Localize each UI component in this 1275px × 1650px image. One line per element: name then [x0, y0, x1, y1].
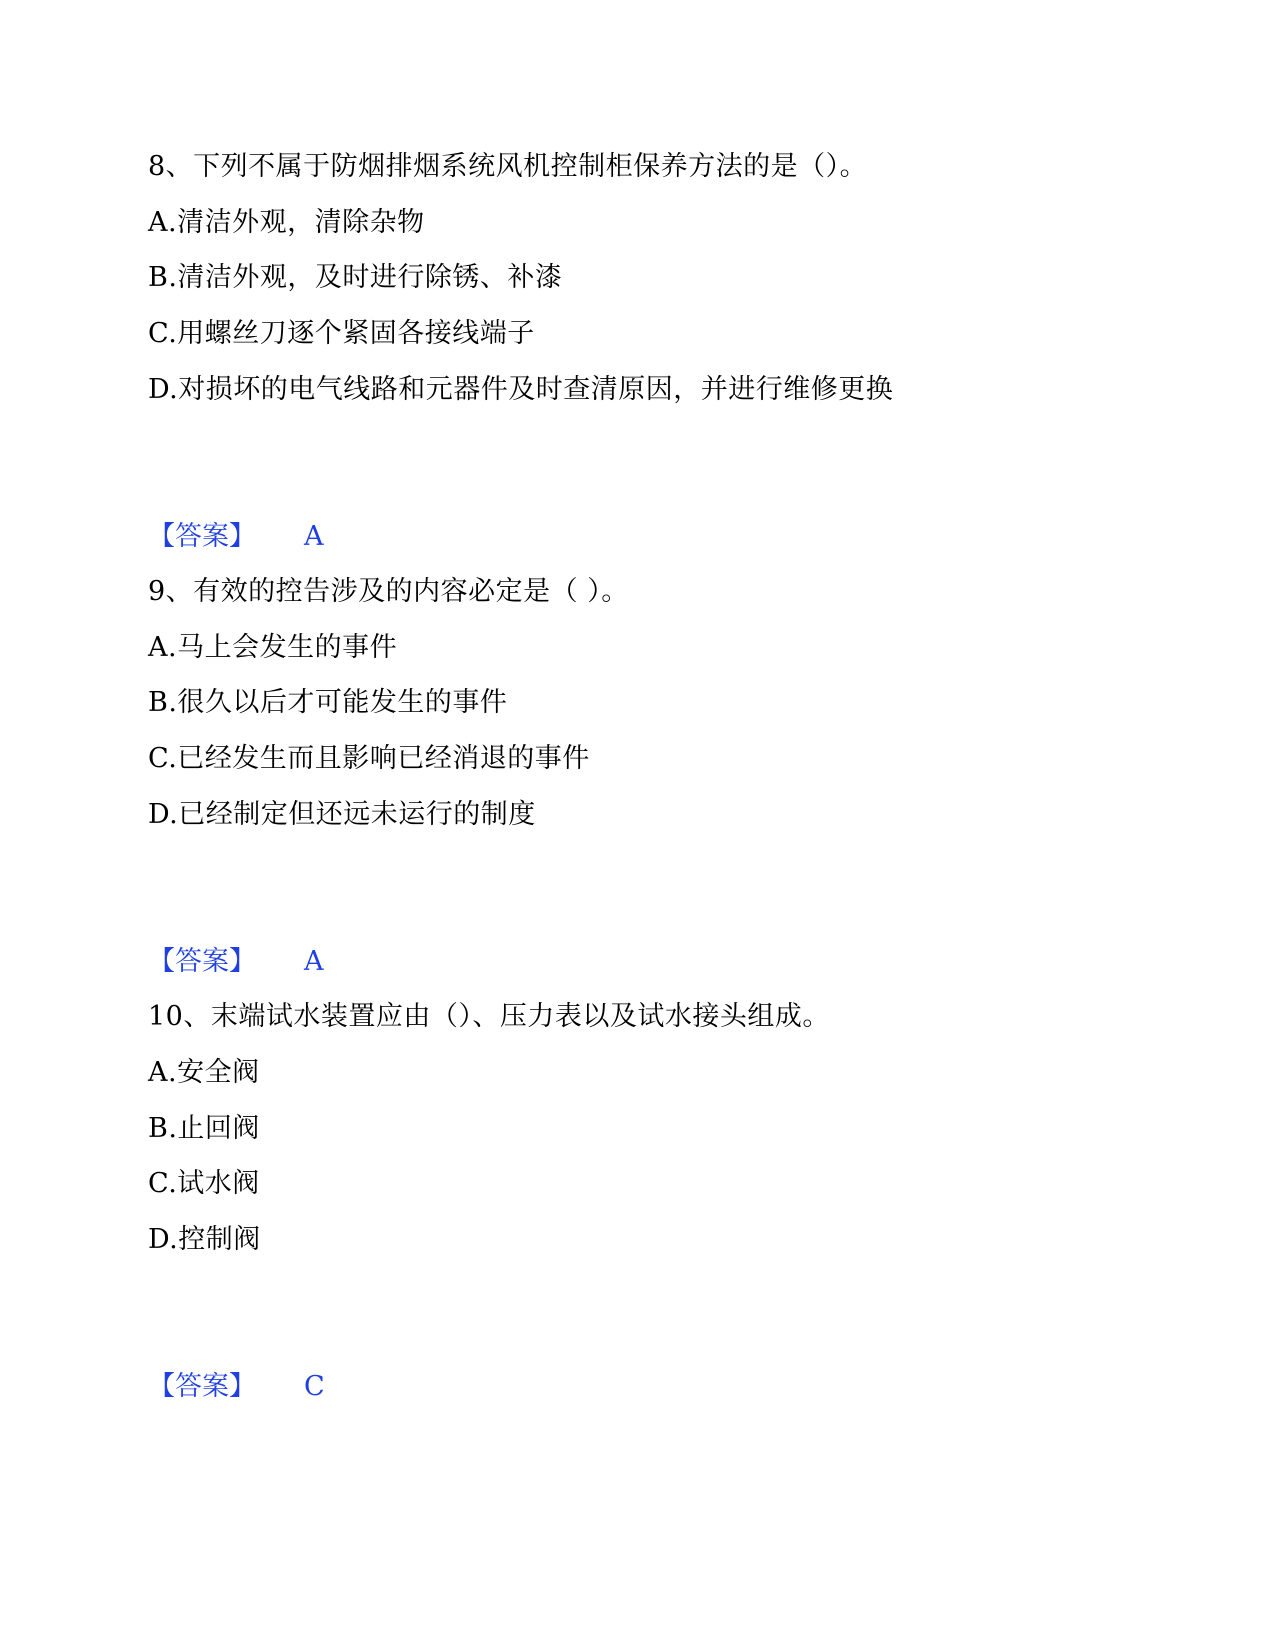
question-10-stem: 10、末端试水装置应由（）、压力表以及试水接头组成。 [148, 1001, 830, 1032]
question-9-option-d: D.已经制定但还远未运行的制度 [148, 799, 536, 830]
question-9-option-a: A.马上会发生的事件 [148, 632, 398, 663]
question-10-option-d: D.控制阀 [148, 1224, 261, 1255]
answer-label: 【答案】 [148, 1371, 256, 1402]
answer-value: A [304, 521, 324, 552]
question-8-answer [148, 520, 324, 554]
answer-label: 【答案】 [148, 521, 256, 552]
question-9-option-b: B.很久以后才可能发生的事件 [148, 687, 508, 718]
question-10-answer [148, 1370, 325, 1404]
question-8-option-a: A.清洁外观，清除杂物 [148, 207, 425, 238]
question-8-option-c: C.用螺丝刀逐个紧固各接线端子 [148, 318, 535, 349]
question-9-stem: 9、有效的控告涉及的内容必定是（ ）。 [148, 576, 629, 607]
question-10-option-c: C.试水阀 [148, 1168, 260, 1199]
question-9-option-c: C.已经发生而且影响已经消退的事件 [148, 743, 590, 774]
answer-value: A [304, 946, 324, 977]
question-8-option-d: D.对损坏的电气线路和元器件及时查清原因，并进行维修更换 [148, 374, 894, 405]
answer-value: C [304, 1371, 325, 1402]
question-8-option-b: B.清洁外观，及时进行除锈、补漆 [148, 262, 563, 293]
question-9-answer [148, 945, 324, 979]
answer-label: 【答案】 [148, 946, 256, 977]
question-10-option-a: A.安全阀 [148, 1057, 260, 1088]
question-10-option-b: B.止回阀 [148, 1113, 260, 1144]
question-8-stem: 8、下列不属于防烟排烟系统风机控制柜保养方法的是（）。 [148, 151, 868, 182]
